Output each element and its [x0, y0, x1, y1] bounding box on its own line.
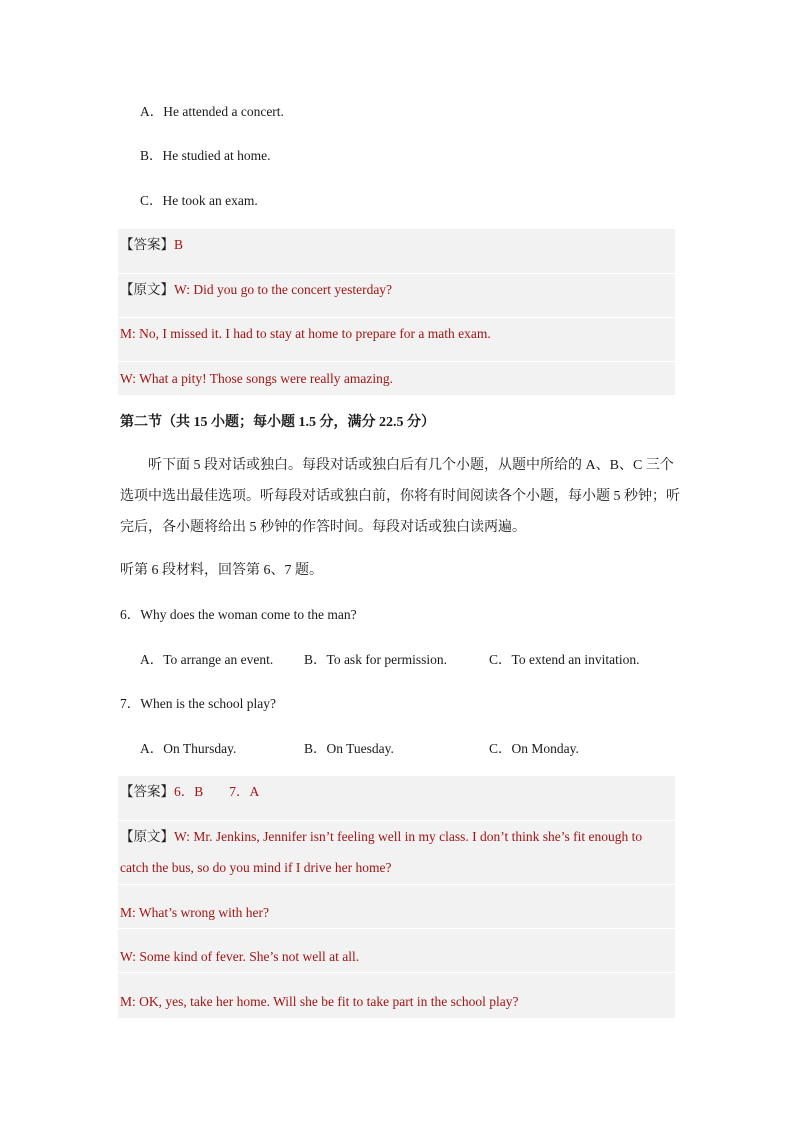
q6-option-a: A．To arrange an event.	[140, 652, 274, 667]
q5-transcript-line-1: 【原文】W: Did you go to the concert yesterday?	[120, 282, 393, 297]
q5-option-c: C．He took an exam.	[140, 193, 258, 208]
instructions-line-1: 听下面 5 段对话或独白。每段对话或独白后有几个小题，从题中所给的 A、B、C 三个	[148, 458, 674, 473]
q7-option-b: B．On Tuesday.	[304, 741, 394, 756]
q7-option-a: A．On Thursday.	[140, 741, 237, 756]
section-heading: 第二节（共 15 小题；每小题 1.5 分，满分 22.5 分）	[120, 415, 435, 430]
q67-transcript-line-1b: catch the bus, so do you mind if I drive her home?	[120, 860, 392, 875]
q67-transcript-line-1: 【原文】W: Mr. Jenkins, Jennifer isn’t feeling well in my class. I don’t think she’s fit enough to	[120, 829, 643, 844]
q67-transcript-line-2: M: What’s wrong with her?	[120, 905, 269, 920]
q5-option-b: B．He studied at home.	[140, 148, 271, 163]
q7-stem: 7．When is the school play?	[120, 696, 276, 711]
q67-answer: 【答案】6．B 7．A	[120, 784, 260, 799]
q6-option-b: B．To ask for permission.	[304, 652, 448, 667]
q67-answer-block	[118, 776, 675, 1018]
q5-transcript-line-3: W: What a pity! Those songs were really amazing.	[120, 371, 394, 386]
q6-stem: 6．Why does the woman come to the man?	[120, 607, 357, 622]
q67-transcript-line-3: W: Some kind of fever. She’s not well at all.	[120, 949, 360, 964]
q67-transcript-line-4: M: OK, yes, take her home. Will she be fit to take part in the school play?	[120, 994, 519, 1009]
q6-option-c: C．To extend an invitation.	[489, 652, 640, 667]
q5-option-a: A．He attended a concert.	[140, 104, 284, 119]
q7-option-c: C．On Monday.	[489, 741, 579, 756]
q5-transcript-line-2: M: No, I missed it. I had to stay at home to prepare for a math exam.	[120, 326, 491, 341]
q5-answer: 【答案】B	[120, 237, 184, 252]
instructions-line-3: 完后，各小题将给出 5 秒钟的作答时间。每段对话或独白读两遍。	[120, 520, 526, 535]
material-intro: 听第 6 段材料，回答第 6、7 题。	[120, 563, 323, 578]
instructions-line-2: 选项中选出最佳选项。听每段对话或独白前，你将有时间阅读各个小题，每小题 5 秒钟；听	[120, 489, 680, 504]
